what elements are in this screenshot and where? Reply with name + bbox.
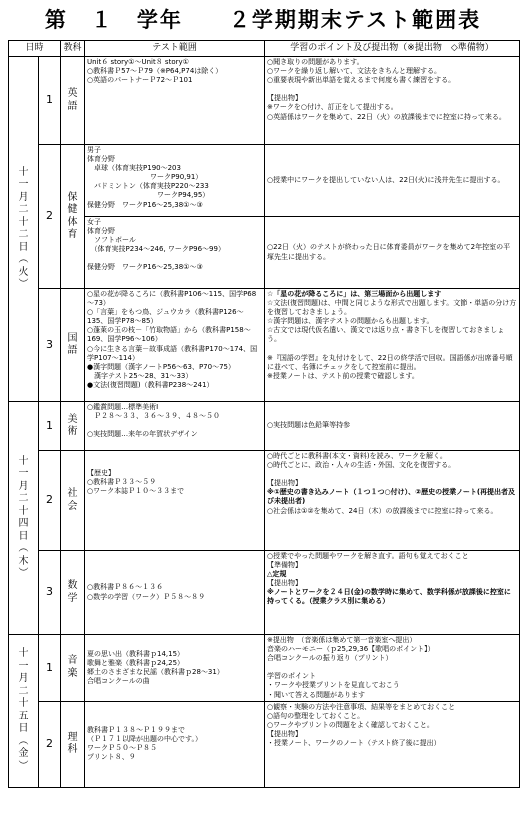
text-line: ○ワーク本誌Ｐ１０～３３まで (87, 487, 185, 496)
text-line: ○鑑賞問題…標準美術Ⅰ (87, 403, 159, 411)
header-range: テスト範囲 (85, 41, 265, 57)
points-lines (267, 243, 517, 261)
period: 2 (39, 451, 61, 551)
text-line: ☆漢字問題は、漢字テストの問題からも出題します。 (267, 317, 434, 326)
text-line: ☆文法(復習問題)は、中間と同じような形式で出題します。文節・単語の分け方を復習しておきましょう。 (267, 299, 517, 317)
text-line (267, 470, 517, 479)
subject: 理 科 (61, 701, 85, 787)
table-row (9, 701, 520, 787)
text-line: ○教科書Ｐ３３～５９ (87, 478, 157, 487)
points-cell (265, 402, 520, 451)
text-line: ○授業でやった問題やワークを解き直す。語句も覚えておくこと (267, 552, 469, 560)
range-cell (85, 451, 265, 551)
points-cell (265, 701, 520, 787)
text-line: ワークＰ５０～Ｐ８５ (87, 744, 158, 753)
test-range-table (8, 40, 520, 788)
text-line: 音楽のハーモニー（ｐ25,29,36【歌唱のポイント】） (267, 645, 435, 654)
text-line: ○22日（火）のテストが終わった日に体育委員がワークを集めて2年控室の平塚先生に提出する。 (267, 243, 511, 261)
subject: 国 語 (61, 289, 85, 402)
points-cell (265, 635, 520, 702)
text-line: △定規 (267, 570, 287, 579)
points-lines (267, 552, 517, 607)
subject: 保 健 体 育 (61, 145, 85, 289)
text-line: （体育実技P234～246, ワークP96～99） (87, 245, 225, 254)
text-line: 【提出物】 (267, 479, 303, 488)
text-line: 【準備物】 (267, 561, 303, 570)
period: 3 (39, 289, 61, 402)
text-line: 卓球（体育実技P190～203 (87, 164, 181, 173)
text-line: 体育分野 (87, 227, 116, 236)
text-line: 【提出物】 (267, 729, 303, 738)
period: 2 (39, 701, 61, 787)
text-line: ○今に生きる言葉－故事成語（教科書P170～174、国学P107～114） (87, 344, 258, 362)
text-line: ○英語係はワークを集めて、22日（火）の放課後までに控室に持って来る。 (267, 112, 506, 121)
header-points: 学習のポイント及び提出物（※提出物 ◇準備物） (265, 41, 520, 57)
range-lines (87, 146, 262, 210)
points-lines (267, 290, 517, 381)
range-lines (87, 290, 262, 390)
text-line: ○教科書Ｐ57～Ｐ79（※P64,P74は除く） (87, 67, 223, 76)
text-line: 学習のポイント (267, 672, 317, 681)
range-lines (87, 403, 262, 439)
text-line: ○実技問題は色鉛筆等持参 (267, 421, 351, 430)
points-cell (265, 145, 520, 217)
text-line: ○星の花が降るころに（教科書P106～115、国学P68～73） (87, 290, 257, 308)
header-day: 日時 (9, 41, 61, 57)
text-line: Unit６ story①～Unit８ story① (87, 58, 189, 66)
text-line: （Ｐ１７１以降が出題の中心です。） (87, 735, 202, 744)
text-line: 保健分野 ワークP16～25,38①～③ (87, 263, 203, 272)
text-line: 歌舞と雅楽（教科書ｐ24,25） (87, 658, 185, 667)
text-line (267, 85, 517, 94)
text-line: 【提出物】 (267, 579, 303, 588)
text-line: ○時代ごとに、政治・人々の生活・外国、文化を復習する。 (267, 461, 456, 470)
range-cell (85, 217, 265, 289)
text-line: ※①歴史の書き込みノート（１つ１つ○付け）、②歴史の授業ノート(再提出者及び未提出者) (267, 488, 516, 506)
period: 3 (39, 551, 61, 635)
period: 1 (39, 402, 61, 451)
day-cell-3: 十 一 月 二 十 五 日 ︵ 金 ︶ (9, 635, 39, 788)
text-line: ○観察・実験の方法や注意事項、結果等をまとめておくこと (267, 702, 456, 711)
text-line: ○英語のパートナーＰ72～Ｐ101 (87, 76, 193, 85)
range-cell (85, 701, 265, 787)
text-line: ○時代ごとに教科書(本文・資料)を読み、ワークを解く。 (267, 452, 447, 460)
day-cell-1: 十 一 月 二 十 二 日 ︵ 火 ︶ (9, 57, 39, 402)
range-cell (85, 289, 265, 402)
text-line: 【歴史】 (87, 469, 116, 477)
text-line: バドミントン（体育実技P220～233 (87, 182, 209, 191)
points-lines (267, 636, 517, 700)
table-row (9, 289, 520, 402)
text-line: 男子 (87, 146, 102, 154)
text-line: ワークP94,95） (87, 191, 210, 200)
text-line: ○実技問題…来年の年賀状デザイン (87, 430, 198, 439)
text-line: ○蓬萊の玉の枝－「竹取物語」から（教科書P158～169、国学P96～106） (87, 326, 251, 344)
points-cell (265, 57, 520, 145)
text-line: ※ノートとワークを２４日(金)の数学時に集めて、数学科係が放課後に控室に持ってくる。（授業クラス別に集める） (267, 588, 511, 606)
text-line: ○重要表現や新出単語を覚えるまで何度も書く練習をする。 (267, 76, 456, 85)
text-line: ○「言葉」をもつ鳥、ジュウカラ（教科書P126～135、国学P78～85） (87, 308, 244, 326)
points-lines (267, 421, 517, 430)
text-line: 【提出物】 (267, 94, 303, 103)
text-line: 漢字テスト25～28、31～33） (87, 371, 193, 380)
text-line: ソフトボール (87, 236, 136, 245)
text-line: ○教科書Ｐ８６～１３６ (87, 583, 164, 592)
text-line: ☆古文では現代仮名遣い、漢文では返り点・書き下しを復習しておきましょう。 (267, 326, 505, 344)
points-lines (267, 703, 517, 748)
range-cell (85, 551, 265, 635)
range-cell (85, 145, 265, 217)
points-cell (265, 289, 520, 402)
subject: 英 語 (61, 57, 85, 145)
header-row (9, 41, 520, 57)
text-line: ○ワークやプリントの問題をよく確認しておくこと。 (267, 720, 434, 729)
period: 1 (39, 57, 61, 145)
range-lines (87, 583, 262, 601)
text-line: ※授業ノートは、テスト前の授業で確認します。 (267, 371, 419, 380)
text-line: ※ワークを○付け、訂正をして提出する。 (267, 103, 398, 112)
text-line: ●文法(復習問題)（教科書P238～241） (87, 380, 214, 389)
period: 2 (39, 145, 61, 289)
subject: 音 楽 (61, 635, 85, 702)
text-line: ○聞き取りの問題があります。 (267, 58, 364, 66)
text-line (267, 345, 517, 354)
text-line: 教科書Ｐ１３８～Ｐ１９９まで (87, 725, 186, 734)
table-row (9, 57, 520, 145)
text-line: ・授業ノート、ワークのノート（テスト終了後に提出） (267, 739, 441, 748)
page-title: 第 １ 学年 ２学期期末テスト範囲表 (44, 8, 482, 32)
text-line: ☆「星の花が降るころに」は、第三場面から出題します (267, 290, 442, 298)
text-line: 保健分野 ワークP16～25,38①～③ (87, 200, 203, 209)
period: 1 (39, 635, 61, 702)
table-row (9, 402, 520, 451)
table-row (9, 551, 520, 635)
text-line (267, 663, 517, 672)
points-lines (267, 176, 517, 185)
text-line: ※『国語の学習』を丸付けをして、22日の終学活で回収。国語係が出席番号順に並べて、名簿にチェックをして控室前に提出。 (267, 353, 513, 371)
subject: 美 術 (61, 402, 85, 451)
text-line (87, 421, 262, 430)
text-line: 合唱コンクールの振り返り（プリント） (267, 654, 393, 663)
day-cell-2: 十 一 月 二 十 四 日 ︵ 木 ︶ (9, 402, 39, 635)
text-line: 郷土のさまざまな民謡（教科書ｐ28～31） (87, 667, 224, 676)
points-lines (267, 58, 517, 122)
text-line: ※提出物 （音楽係は集めて第一音楽室へ提出） (267, 636, 417, 644)
text-line: ○社会係は①②を集めて、24日（木）の放課後までに控室に持って来る。 (267, 506, 498, 515)
range-lines (87, 726, 262, 762)
text-line: ○授業中にワークを提出していない人は、22日(火)に浅井先生に提出する。 (267, 175, 505, 184)
text-line: ・ワークや授業プリントを見直しておこう (267, 681, 400, 690)
table-row (9, 145, 520, 217)
header-subject: 教科 (61, 41, 85, 57)
text-line: ○語句の整理をしておくこと。 (267, 711, 365, 720)
range-lines (87, 469, 262, 496)
table-row (9, 635, 520, 702)
points-cell (265, 217, 520, 289)
range-lines (87, 650, 262, 686)
text-line: 合唱コンクールの曲 (87, 676, 150, 685)
text-line: 女子 (87, 218, 102, 226)
text-line: ○ワークを繰り返し解いて、文法をきちんと理解する。 (267, 67, 441, 76)
text-line: ・聞いて答える問題があります (267, 690, 366, 699)
range-lines (87, 58, 262, 85)
points-cell (265, 451, 520, 551)
range-cell (85, 402, 265, 451)
range-cell (85, 57, 265, 145)
text-line: プリント８、９ (87, 753, 136, 762)
points-cell (265, 551, 520, 635)
subject: 数 学 (61, 551, 85, 635)
text-line: ワークP90,91） (87, 173, 203, 182)
points-lines (267, 452, 517, 516)
text-line: Ｐ２８～３３、３６～３９、４８～５０ (87, 412, 221, 421)
range-lines (87, 218, 262, 273)
range-cell (85, 635, 265, 702)
text-line: 夏の思い出（教科書ｐ14,15） (87, 649, 185, 658)
text-line: ○数学の学習（ワーク）Ｐ５８～８９ (87, 592, 206, 601)
subject: 社 会 (61, 451, 85, 551)
table-row (9, 217, 520, 289)
text-line: ●漢字問題（漢字ノートP56～63、P70～75） (87, 362, 235, 371)
text-line: 体育分野 (87, 155, 116, 164)
table-row (9, 451, 520, 551)
